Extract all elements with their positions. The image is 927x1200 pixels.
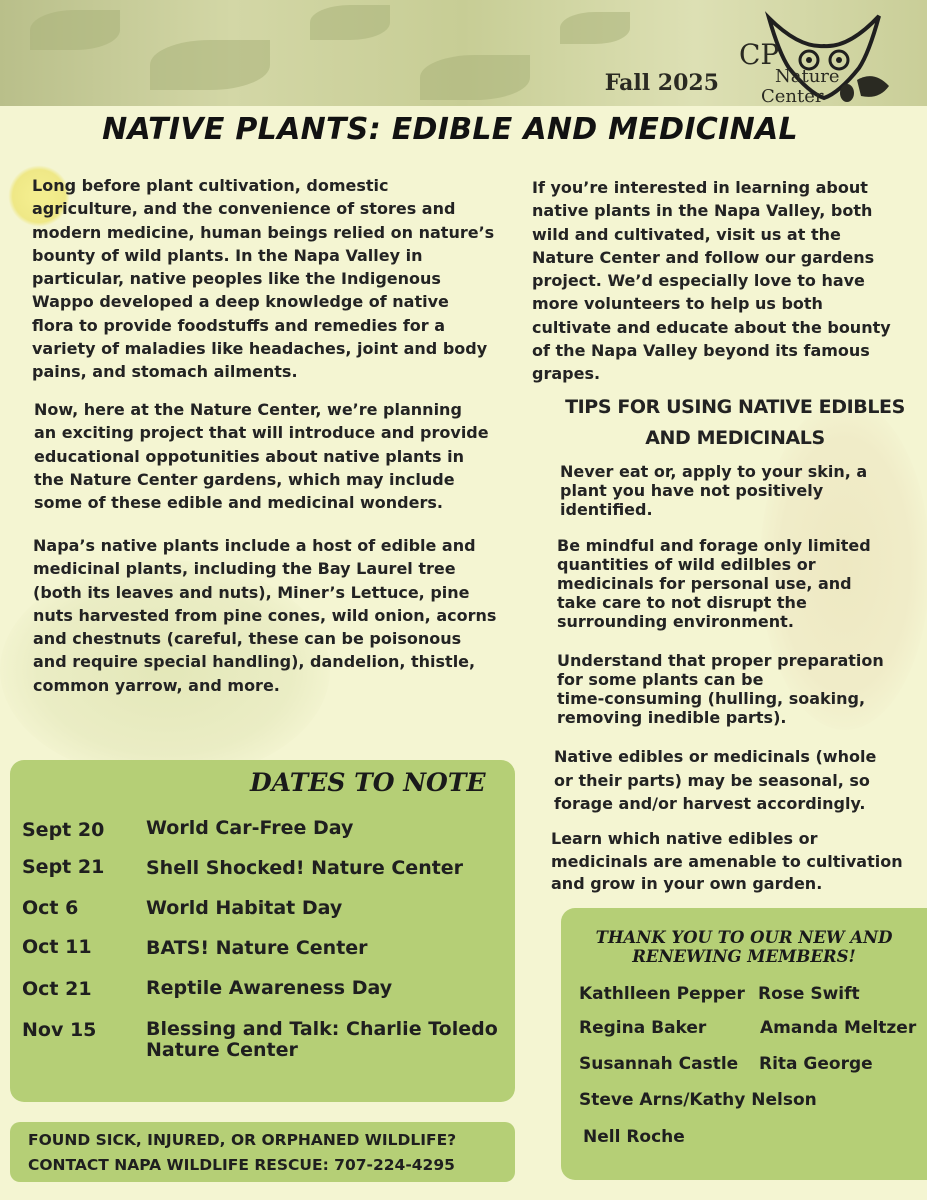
text-line: Reptile Awareness Day [146, 977, 393, 999]
nature-center-logo [739, 8, 901, 106]
text-line: Nature Center [146, 1039, 298, 1061]
text-line: or their parts) may be seasonal, so [554, 770, 870, 790]
text-line: pains, and stomach ailments. [32, 362, 298, 382]
text-line: surrounding environment. [557, 612, 794, 631]
tip-item [557, 651, 884, 727]
text-line: take care to not disrupt the [557, 593, 807, 612]
date-label: Oct 21 [22, 978, 92, 1000]
text-line: Nature Center and follow our gardens [532, 247, 875, 267]
text-line: nuts harvested from pine cones, wild onion, acorns [33, 605, 497, 625]
date-event [146, 858, 463, 879]
text-line: flora to provide foodstuffs and remedies for a [32, 315, 446, 335]
text-line: wild and cultivated, visit us at the [532, 224, 841, 244]
rescue-line: FOUND SICK, INJURED, OR ORPHANED WILDLIFE? [28, 1131, 457, 1149]
member-name: Regina Baker [579, 1018, 707, 1038]
text-line: removing inedible parts). [557, 708, 787, 727]
member-name: Kathlleen Pepper [579, 984, 745, 1004]
heading-line: TIPS FOR USING NATIVE EDIBLES [565, 396, 905, 418]
text-line: agriculture, and the convenience of stores and [32, 199, 456, 219]
members-title [563, 928, 925, 966]
text-line: grapes. [532, 364, 601, 384]
text-line: of the Napa Valley beyond its famous [532, 341, 870, 361]
text-line: identified. [560, 500, 653, 519]
text-line: educational oppotunities about native plants in [34, 446, 464, 466]
text-line: Never eat or, apply to your skin, a [560, 462, 868, 481]
text-line: forage and/or harvest accordingly. [554, 794, 866, 813]
tip-item [560, 462, 867, 519]
date-label: Nov 15 [22, 1019, 97, 1041]
text-line: Napa’s native plants include a host of edible and [33, 536, 476, 555]
text-line: Blessing and Talk: Charlie Toledo [146, 1018, 498, 1040]
text-line: World Car-Free Day [146, 817, 354, 839]
text-line: the Nature Center gardens, which may include [34, 469, 455, 489]
heading-line: THANK YOU TO OUR NEW AND [595, 928, 893, 947]
text-line: bounty of wild plants. In the Napa Valley in [32, 245, 423, 265]
date-event [146, 978, 392, 999]
text-line: for some plants can be [557, 670, 764, 689]
text-line: common yarrow, and more. [33, 675, 280, 695]
text-line: medicinals for personal use, and [557, 574, 852, 593]
text-line: native plants in the Napa Valley, both [532, 201, 873, 221]
text-line: World Habitat Day [146, 897, 343, 919]
logo-text-center: Center [761, 86, 824, 106]
tip-item [551, 828, 903, 896]
text-line: Wappo developed a deep knowledge of native [32, 292, 449, 312]
intro-paragraph-1 [32, 174, 494, 384]
text-line: and grow in your own garden. [551, 874, 823, 893]
tip-item [557, 536, 871, 631]
text-line: quantities of wild edilbles or [557, 555, 816, 574]
page-title: NATIVE PLANTS: EDIBLE AND MEDICINAL [102, 112, 798, 147]
text-line: and chestnuts (careful, these can be poisonous [33, 629, 462, 649]
text-line: Shell Shocked! Nature Center [146, 857, 464, 879]
logo-text-cp: CP [739, 38, 780, 71]
intro-paragraph-2 [34, 398, 489, 514]
text-line: and require special handling), dandelion, thistle, [33, 652, 476, 672]
text-line: some of these edible and medicinal wonders. [34, 493, 443, 513]
member-name: Nell Roche [583, 1127, 685, 1147]
date-event [146, 818, 353, 839]
text-line: (both its leaves and nuts), Miner’s Lettuce, pine [33, 582, 470, 602]
text-line: Now, here at the Nature Center, we’re planning [34, 400, 462, 419]
tip-item [554, 745, 876, 816]
text-line: Be mindful and forage only limited [557, 536, 871, 555]
date-label: Sept 20 [22, 819, 105, 841]
logo-text-nature: Nature [775, 66, 840, 87]
text-line: Long before plant cultivation, domestic [32, 176, 389, 195]
text-line: Native edibles or medicinals (whole [554, 747, 877, 766]
wildlife-rescue-notice [10, 1122, 515, 1182]
issue-label: Fall 2025 [604, 70, 719, 96]
text-line: BATS! Nature Center [146, 937, 368, 959]
text-line: Understand that proper preparation [557, 651, 884, 670]
member-name: Steve Arns/Kathy Nelson [579, 1090, 817, 1110]
date-event [146, 1019, 498, 1061]
text-line: If you’re interested in learning about [532, 178, 868, 197]
text-line: variety of maladies like headaches, joint and body [32, 339, 488, 359]
text-line: Learn which native edibles or [551, 829, 818, 848]
text-line: more volunteers to help us both [532, 294, 823, 314]
text-line: medicinal plants, including the Bay Laurel tree [33, 559, 456, 579]
date-label: Oct 11 [22, 936, 92, 958]
text-line: particular, native peoples like the Indigenous [32, 269, 441, 289]
date-event [146, 938, 368, 959]
heading-line: AND MEDICINALS [645, 427, 825, 449]
text-line: an exciting project that will introduce and provide [34, 423, 489, 443]
member-name: Susannah Castle [579, 1054, 739, 1074]
rescue-contact: CONTACT NAPA WILDLIFE RESCUE: 707-224-4295 [28, 1156, 455, 1174]
member-name: Rita George [759, 1054, 873, 1074]
date-event [146, 898, 342, 919]
heading-line: RENEWING MEMBERS! [632, 947, 856, 966]
intro-paragraph-3 [33, 534, 496, 697]
text-line: modern medicine, human beings relied on nature’s [32, 222, 495, 242]
text-line: time-consuming (hulling, soaking, [557, 689, 866, 708]
text-line: project. We’d especially love to have [532, 271, 865, 291]
tips-heading [560, 392, 910, 454]
member-name: Amanda Meltzer [760, 1018, 917, 1038]
text-line: medicinals are amenable to cultivation [551, 851, 903, 871]
date-label: Sept 21 [22, 856, 105, 878]
text-line: plant you have not positively [560, 481, 824, 500]
member-name: Rose Swift [758, 984, 860, 1004]
dates-title: DATES TO NOTE [250, 768, 486, 797]
text-line: cultivate and educate about the bounty [532, 317, 891, 337]
intro-paragraph-4 [532, 176, 891, 386]
date-label: Oct 6 [22, 897, 79, 919]
